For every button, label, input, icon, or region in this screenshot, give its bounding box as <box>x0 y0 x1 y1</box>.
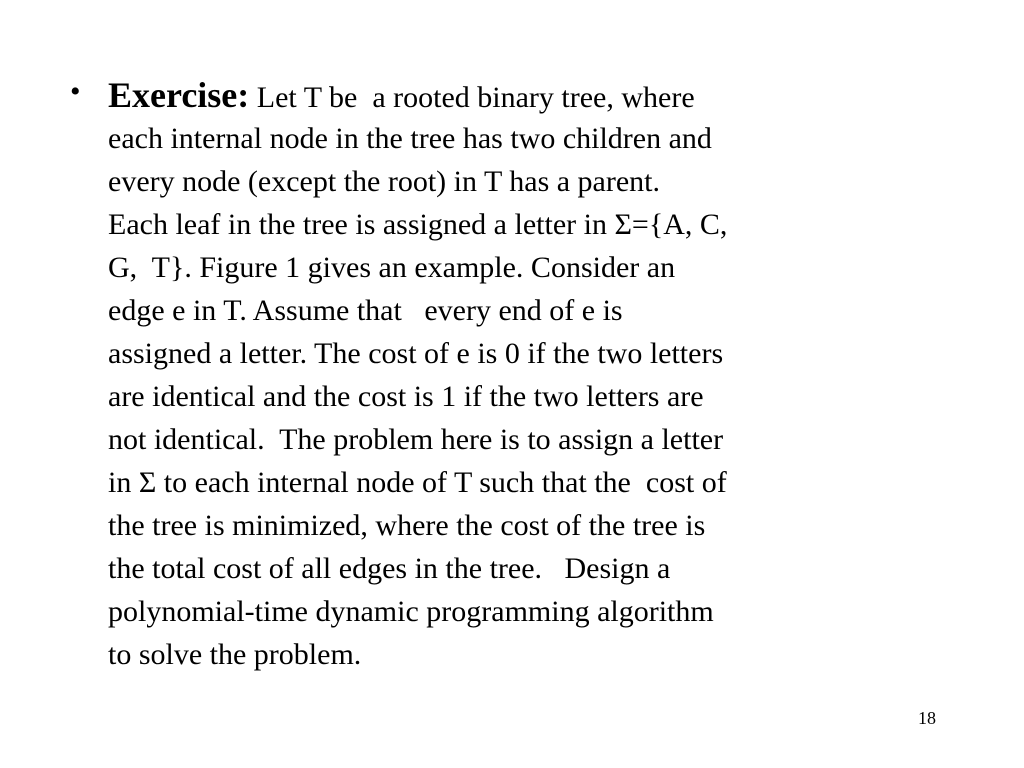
bullet-text <box>108 74 948 676</box>
text-line-6: edge e in T. Assume that every end of e is <box>108 294 623 327</box>
slide-number: 18 <box>918 708 936 728</box>
text-line-8: are identical and the cost is 1 if the two letters are <box>108 380 704 413</box>
text-line-1-body: Let T be a rooted binary tree, where <box>249 81 695 114</box>
text-line-4: Each leaf in the tree is assigned a letter in Σ={A, C, <box>108 208 728 241</box>
exercise-heading: Exercise: <box>108 75 250 115</box>
text-line-1 <box>108 74 948 117</box>
text-line-5: G, T}. Figure 1 gives an example. Consider an <box>108 251 676 284</box>
text-line-9: not identical. The problem here is to assign a letter <box>108 423 724 456</box>
text-line-7: assigned a letter. The cost of e is 0 if the two letters <box>108 337 724 370</box>
text-line-3: every node (except the root) in T has a parent. <box>108 165 661 198</box>
text-line-12: the total cost of all edges in the tree. Design a <box>108 552 671 585</box>
text-line-14: to solve the problem. <box>108 638 362 671</box>
text-line-13: polynomial-time dynamic programming algorithm <box>108 595 714 628</box>
text-line-2: each internal node in the tree has two children and <box>108 122 712 155</box>
text-line-10: in Σ to each internal node of T such that the cost of <box>108 466 727 499</box>
text-line-11: the tree is minimized, where the cost of the tree is <box>108 509 706 542</box>
bullet-icon: • <box>70 75 81 108</box>
